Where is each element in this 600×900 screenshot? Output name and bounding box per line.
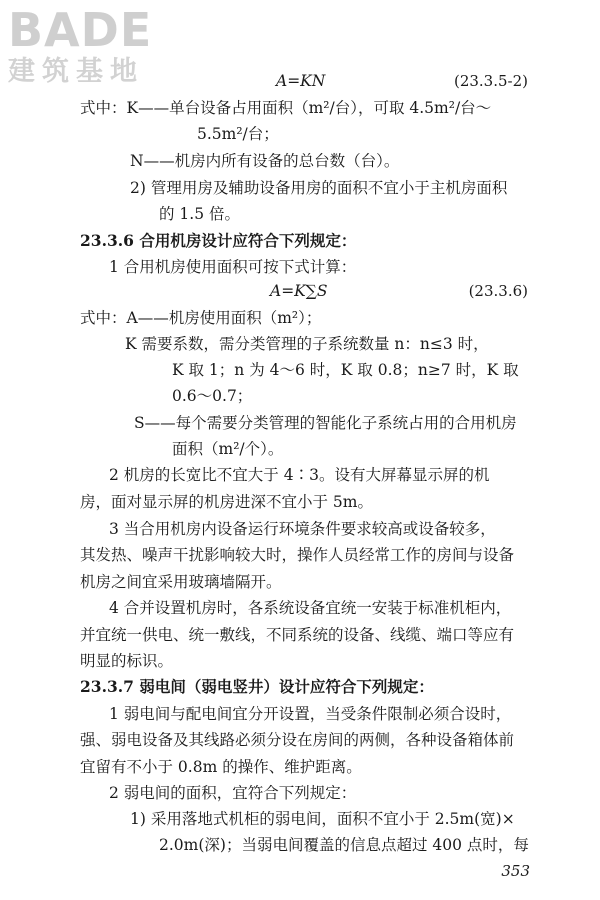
watermark-brand: BADE <box>8 3 153 57</box>
text-line: 2.0m(深)；当弱电间覆盖的信息点超过 400 点时，每 <box>159 836 529 854</box>
text-line: 2 弱电间的面积，宜符合下列规定： <box>109 784 357 802</box>
text-line: 面积（m²/个）。 <box>172 440 284 458</box>
text-line: 式中：A——机房使用面积（m²）； <box>80 309 322 327</box>
watermark-subtitle: 建筑基地 <box>8 56 144 87</box>
text-line: 4 合并设置机房时，各系统设备宜统一安装于标准机柜内， <box>109 599 512 617</box>
text-line: 0.6～0.7； <box>172 387 253 405</box>
text-line: 明显的标识。 <box>80 652 174 670</box>
text-line: 3 当合用机房内设备运行环境条件要求较高或设备较多， <box>109 520 496 538</box>
text-line: 宜留有不小于 0.8m 的操作、维护距离。 <box>80 758 362 776</box>
text-line: 的 1.5 倍。 <box>159 205 241 223</box>
text-line: 2 机房的长宽比不宜大于 4∶3。设有大屏幕显示屏的机 <box>109 466 490 484</box>
watermark-logo <box>8 3 183 88</box>
text-line: 1) 采用落地式机柜的弱电间，面积不宜小于 2.5m(宽)× <box>130 810 515 828</box>
text-line: 机房之间宜采用玻璃墙隔开。 <box>80 573 282 591</box>
text-line: 1 弱电间与配电间宜分开设置，当受条件限制必须合设时， <box>109 705 512 723</box>
text-line: 其发热、噪声干扰影响较大时，操作人员经常工作的房间与设备 <box>80 546 515 564</box>
section-heading-23-3-6: 23.3.6 合用机房设计应符合下列规定： <box>80 231 357 250</box>
page-number: 353 <box>501 862 530 880</box>
section-heading-23-3-7: 23.3.7 弱电间（弱电竖井）设计应符合下列规定： <box>80 677 434 696</box>
text-line: K 需要系数，需分类管理的子系统数量 n：n≤3 时， <box>125 335 489 353</box>
text-line: 强、弱电设备及其线路必须分设在房间的两侧，各种设备箱体前 <box>80 731 515 749</box>
text-line: 5.5m²/台； <box>197 125 279 143</box>
text-line: 2) 管理用房及辅助设备用房的面积不宜小于主机房面积 <box>130 179 508 197</box>
text-line: N——机房内所有设备的总台数（台）。 <box>130 152 400 170</box>
text-line: 式中：K——单台设备占用面积（m²/台），可取 4.5m²/台～ <box>80 99 492 117</box>
formula-number: (23.3.5-2) <box>453 72 528 90</box>
text-line: K 取 1；n 为 4～6 时，K 取 0.8；n≥7 时，K 取 <box>172 361 519 379</box>
text-line: 并宜统一供电、统一敷线，不同系统的设备、线缆、端口等应有 <box>80 626 515 644</box>
formula-23-3-5-2: A=KN <box>276 72 326 90</box>
formula-23-3-6: A=K∑S <box>270 282 328 300</box>
text-line: 房，面对显示屏的机房进深不宜小于 5m。 <box>80 493 373 511</box>
formula-number: (23.3.6) <box>468 282 528 300</box>
text-line: S——每个需要分类管理的智能化子系统占用的合用机房 <box>134 414 517 432</box>
text-line: 1 合用机房使用面积可按下式计算： <box>109 258 357 276</box>
